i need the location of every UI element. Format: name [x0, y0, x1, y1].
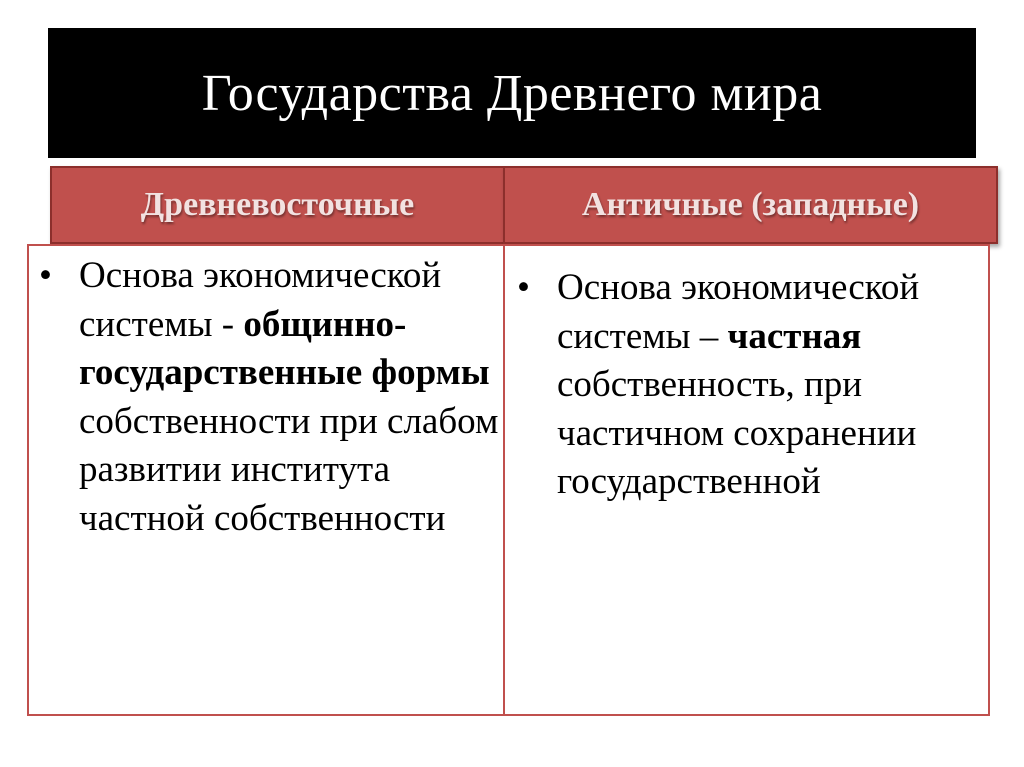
header-ancient-eastern	[50, 166, 505, 244]
bullet-marker: •	[517, 267, 530, 308]
text-plain-after: собственности при слабом развитии института частной собственности	[79, 400, 499, 539]
bullet-text	[79, 252, 499, 543]
bullet-text	[557, 264, 977, 507]
text-plain-after: собственность, при частичном сохранении государственной	[557, 364, 917, 502]
title-bar	[48, 28, 976, 158]
header-antique-western-label: Античные (западные)	[581, 186, 920, 223]
cell-antique-western	[503, 244, 990, 716]
header-antique-western	[503, 166, 998, 244]
text-plain-before: Основа экономической системы –	[557, 267, 920, 357]
text-bold: общинно-государственные формы	[79, 303, 490, 393]
text-bold: частная	[727, 315, 862, 357]
cell-ancient-eastern	[27, 244, 505, 716]
slide-title: Государства Древнего мира	[201, 64, 823, 122]
bullet-item-antique-western	[517, 264, 977, 507]
bullet-item-ancient-eastern	[39, 252, 499, 543]
header-ancient-eastern-label: Древневосточные	[140, 186, 415, 223]
text-plain-before: Основа экономической системы -	[79, 255, 442, 345]
bullet-marker: •	[39, 255, 52, 296]
